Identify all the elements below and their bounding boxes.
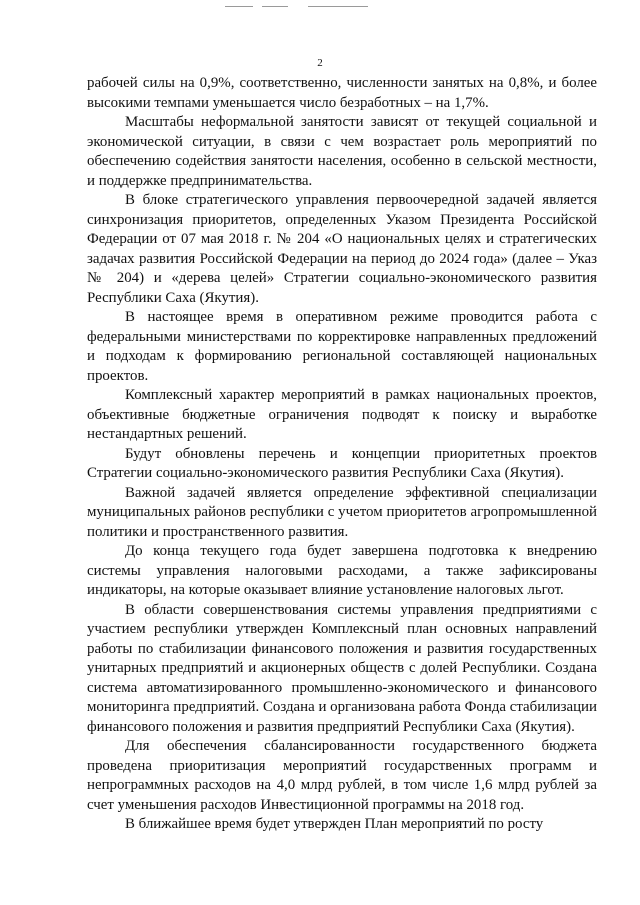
page-number: 2 [317, 57, 323, 69]
paragraph: В настоящее время в оперативном режиме проводится работа с федеральными министерствами по корректировке направленных предложений и подходам к формированию региональной составляющей национальных проектов. [87, 309, 597, 384]
scan-artifact-line [308, 6, 368, 7]
scan-artifact-line [225, 6, 253, 7]
scan-artifact-line [262, 6, 288, 7]
paragraph: Будут обновлены перечень и концепции приоритетных проектов Стратегии социально-экономического развития Республики Саха (Якутия). [87, 445, 597, 481]
paragraph: Комплексный характер мероприятий в рамках национальных проектов, объективные бюджетные ограничения подводят к поиску и выработке нестандартных решений. [87, 387, 597, 442]
paragraph: рабочей силы на 0,9%, соответственно, численности занятых на 0,8%, и более высокими темпами уменьшается число безработных – на 1,7%. [87, 75, 597, 111]
document-body [87, 74, 597, 835]
paragraph: В ближайшее время будет утвержден План мероприятий по росту [125, 816, 544, 832]
paragraph: Важной задачей является определение эффективной специализации муниципальных районов республики с учетом приоритетов агропромышленной политики и пространственного развития. [87, 484, 597, 540]
paragraph: До конца текущего года будет завершена подготовка к внедрению системы управления налоговыми расходами, а также зафиксированы индикаторы, на которые оказывает влияние установление налоговых льгот. [87, 543, 597, 598]
paragraph: Масштабы неформальной занятости зависят от текущей социальной и экономической ситуации, в связи с чем возрастает роль мероприятий по обеспечению содействия занятости населения, особенно в сельской местности, и поддержке предпринимательства. [87, 114, 597, 189]
paragraph: Для обеспечения сбалансированности государственного бюджета проведена приоритизация мероприятий государственных программ и непрограммных расходов на 4,0 млрд рублей, в том числе 1,6 млрд рублей за счет уменьшения расходов Инвестиционной программы на 2018 год. [87, 738, 597, 813]
paragraph: В области совершенствования системы управления предприятиями с участием республики утвержден Комплексный план основных направлений работы по стабилизации финансового положения и развития государственных унитарных предприятий и акционерных обществ с долей Республики. Создана система автоматизированного промышленно-экономического и финансового мониторинга предприятий. Создана и организована работа Фонда стабилизации финансового положения и развития предприятий Республики Саха (Якутия). [87, 601, 597, 735]
paragraph: В блоке стратегического управления первоочередной задачей является синхронизация приоритетов, определенных Указом Президента Российской Федерации от 07 мая 2018 г. № 204 «О национальных целях и стратегических задачах развития Российской Федерации на период до 2024 года» (далее – Указ № 204) и «дерева целей» Стратегии социально-экономического развития Республики Саха (Якутия). [87, 192, 597, 306]
